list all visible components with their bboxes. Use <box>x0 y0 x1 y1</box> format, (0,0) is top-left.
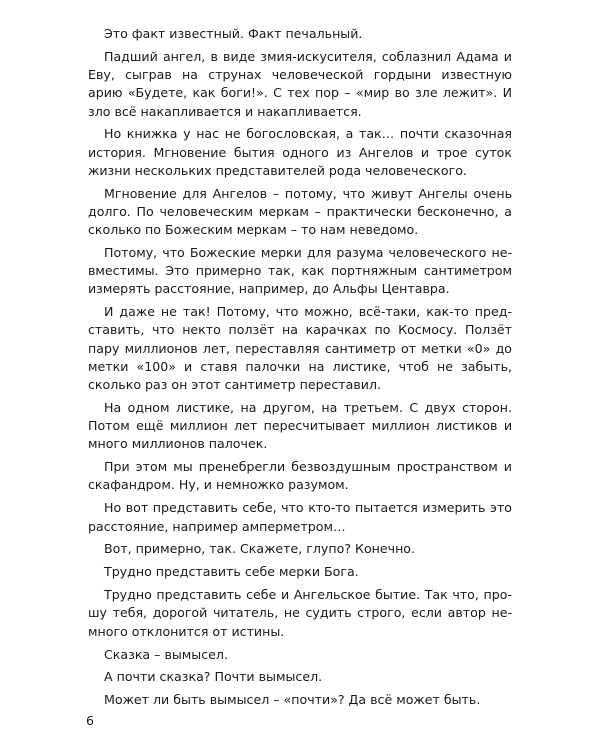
paragraph: Вот, примерно, так. Скажете, глупо? Конечно. <box>104 541 416 557</box>
paragraph: А почти сказка? Почти вымысел. <box>104 669 323 685</box>
paragraph: Это факт известный. Факт печальный. <box>104 26 363 41</box>
paragraph: Трудно представить себе и Ангельское бытие. Так что, прошу тебя, дорогой читатель, не судить строго, если автор немного отклонится от истины. <box>88 587 512 639</box>
body-text <box>88 25 512 710</box>
paragraph: Но книжка у нас не богословская, а так… почти сказочная история. Мгновение бытия одного из Ангелов и трое суток жизни нескольких представителей рода человеческого. <box>88 126 512 178</box>
paragraph: Потому, что Божеские мерки для разума человеческого невместимы. Это примерно так, как портняжным сантиметром измерять расстояние, например, до Альфы Центавра. <box>88 244 512 297</box>
paragraph: На одном листике, на другом, на третьем. С двух сторон. Потом ещё миллион лет пересчитывает миллион листиков и много миллионов палочек. <box>88 399 512 452</box>
paragraph: Сказка – вымысел. <box>104 646 228 662</box>
paragraph: Мгновение для Ангелов – потому, что живут Ангелы очень долго. По человеческим меркам – практически бесконечно, а сколько по Божеским меркам – то нам неведомо. <box>88 185 512 238</box>
paragraph: Трудно представить себе мерки Бога. <box>104 564 359 580</box>
paragraph: При этом мы пренебрегли безвоздушным пространством и скафандром. Ну, и немножко разумом. <box>88 459 512 493</box>
paragraph: Падший ангел, в виде змия-искусителя, соблазнил Адама и Еву, сыграв на струнах человеческой гордыни известную арию «Будете, как боги!». С тех пор – «мир во зле лежит». И зло всё накапливается и накапливается. <box>88 48 512 119</box>
paragraph: Но вот представить себе, что кто-то пытается измерить это расстояние, например амперметром… <box>88 500 512 534</box>
page-number: 6 <box>86 713 95 728</box>
paragraph: Может ли быть вымысел – «почти»? Да всё может быть. <box>104 692 481 708</box>
paragraph: И даже не так! Потому, что можно, всё-таки, как-то представить, что некто ползёт на карачках по Космосу. Ползёт пару миллионов лет, переставляя сантиметр от метки «0» до метки «100» и ставя палочки на листике, чтоб не забыть, сколько раз он этот сантиметр переставил. <box>88 304 512 393</box>
